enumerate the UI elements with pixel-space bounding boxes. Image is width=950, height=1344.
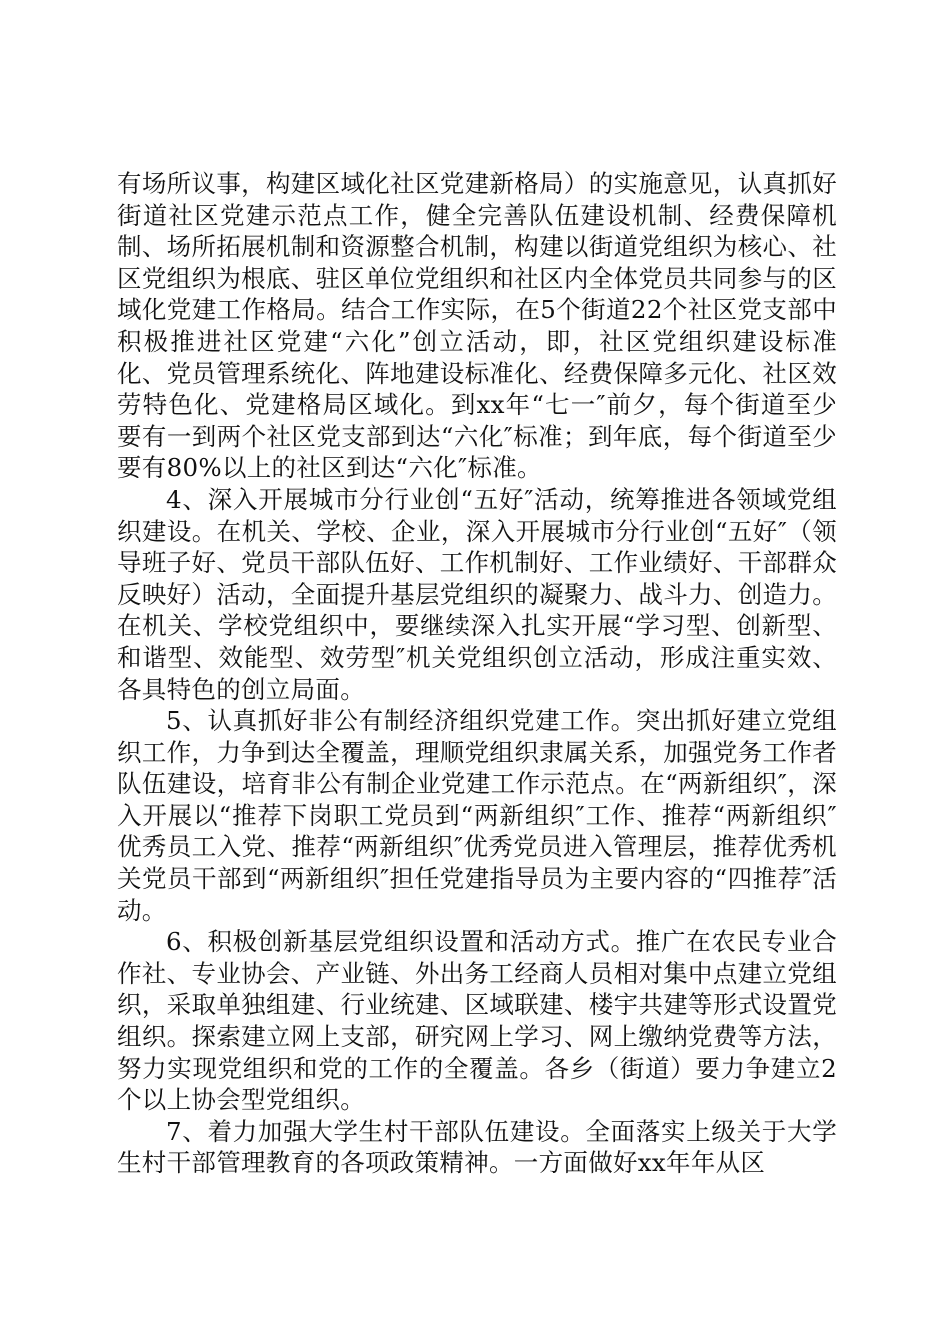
- paragraph-item-5: 5、认真抓好非公有制经济组织党建工作。突出抓好建立党组织工作，力争到达全覆盖，理顺党组织隶属关系，加强党务工作者队伍建设，培育非公有制企业党建工作示范点。在“两新组织″，深入开展以“推荐下岗职工党员到“两新组织″工作、推荐“两新组织″优秀员工入党、推荐“两新组织″优秀党员进入管理层，推荐优秀机关党员干部到“两新组织″担任党建指导员为主要内容的“四推荐″活动。: [117, 706, 837, 925]
- document-body: [117, 168, 837, 1179]
- paragraph-item-7: 7、着力加强大学生村干部队伍建设。全面落实上级关于大学生村干部管理教育的各项政策精神。一方面做好xx年年从区: [117, 1116, 837, 1178]
- paragraph-item-6: 6、积极创新基层党组织设置和活动方式。推广在农民专业合作社、专业协会、产业链、外出务工经商人员相对集中点建立党组织，采取单独组建、行业统建、区域联建、楼宇共建等形式设置党组织。探索建立网上支部，研究网上学习、网上缴纳党费等方法，努力实现党组织和党的工作的全覆盖。各乡（街道）要力争建立2个以上协会型党组织。: [117, 927, 837, 1115]
- paragraph-item-4: 4、深入开展城市分行业创“五好″活动，统筹推进各领域党组织建设。在机关、学校、企业，深入开展城市分行业创“五好″（领导班子好、党员干部队伍好、工作机制好、工作业绩好、干部群众反映好）活动，全面提升基层党组织的凝聚力、战斗力、创造力。在机关、学校党组织中，要继续深入扎实开展“学习型、创新型、和谐型、效能型、效劳型″机关党组织创立活动，形成注重实效、各具特色的创立局面。: [117, 484, 837, 704]
- paragraph-continued: 有场所议事，构建区域化社区党建新格局）的实施意见，认真抓好街道社区党建示范点工作，健全完善队伍建设机制、经费保障机制、场所拓展机制和资源整合机制，构建以街道党组织为核心、社区党组织为根底、驻区单位党组织和社区内全体党员共同参与的区域化党建工作格局。结合工作实际，在5个街道22个社区党支部中积极推进社区党建“六化”创立活动，即，社区党组织建设标准化、党员管理系统化、阵地建设标准化、经费保障多元化、社区效劳特色化、党建格局区域化。到xx年“七一″前夕，每个街道至少要有一到两个社区党支部到达“六化″标准；到年底，每个街道至少要有80%以上的社区到达“六化″标准。: [117, 169, 837, 483]
